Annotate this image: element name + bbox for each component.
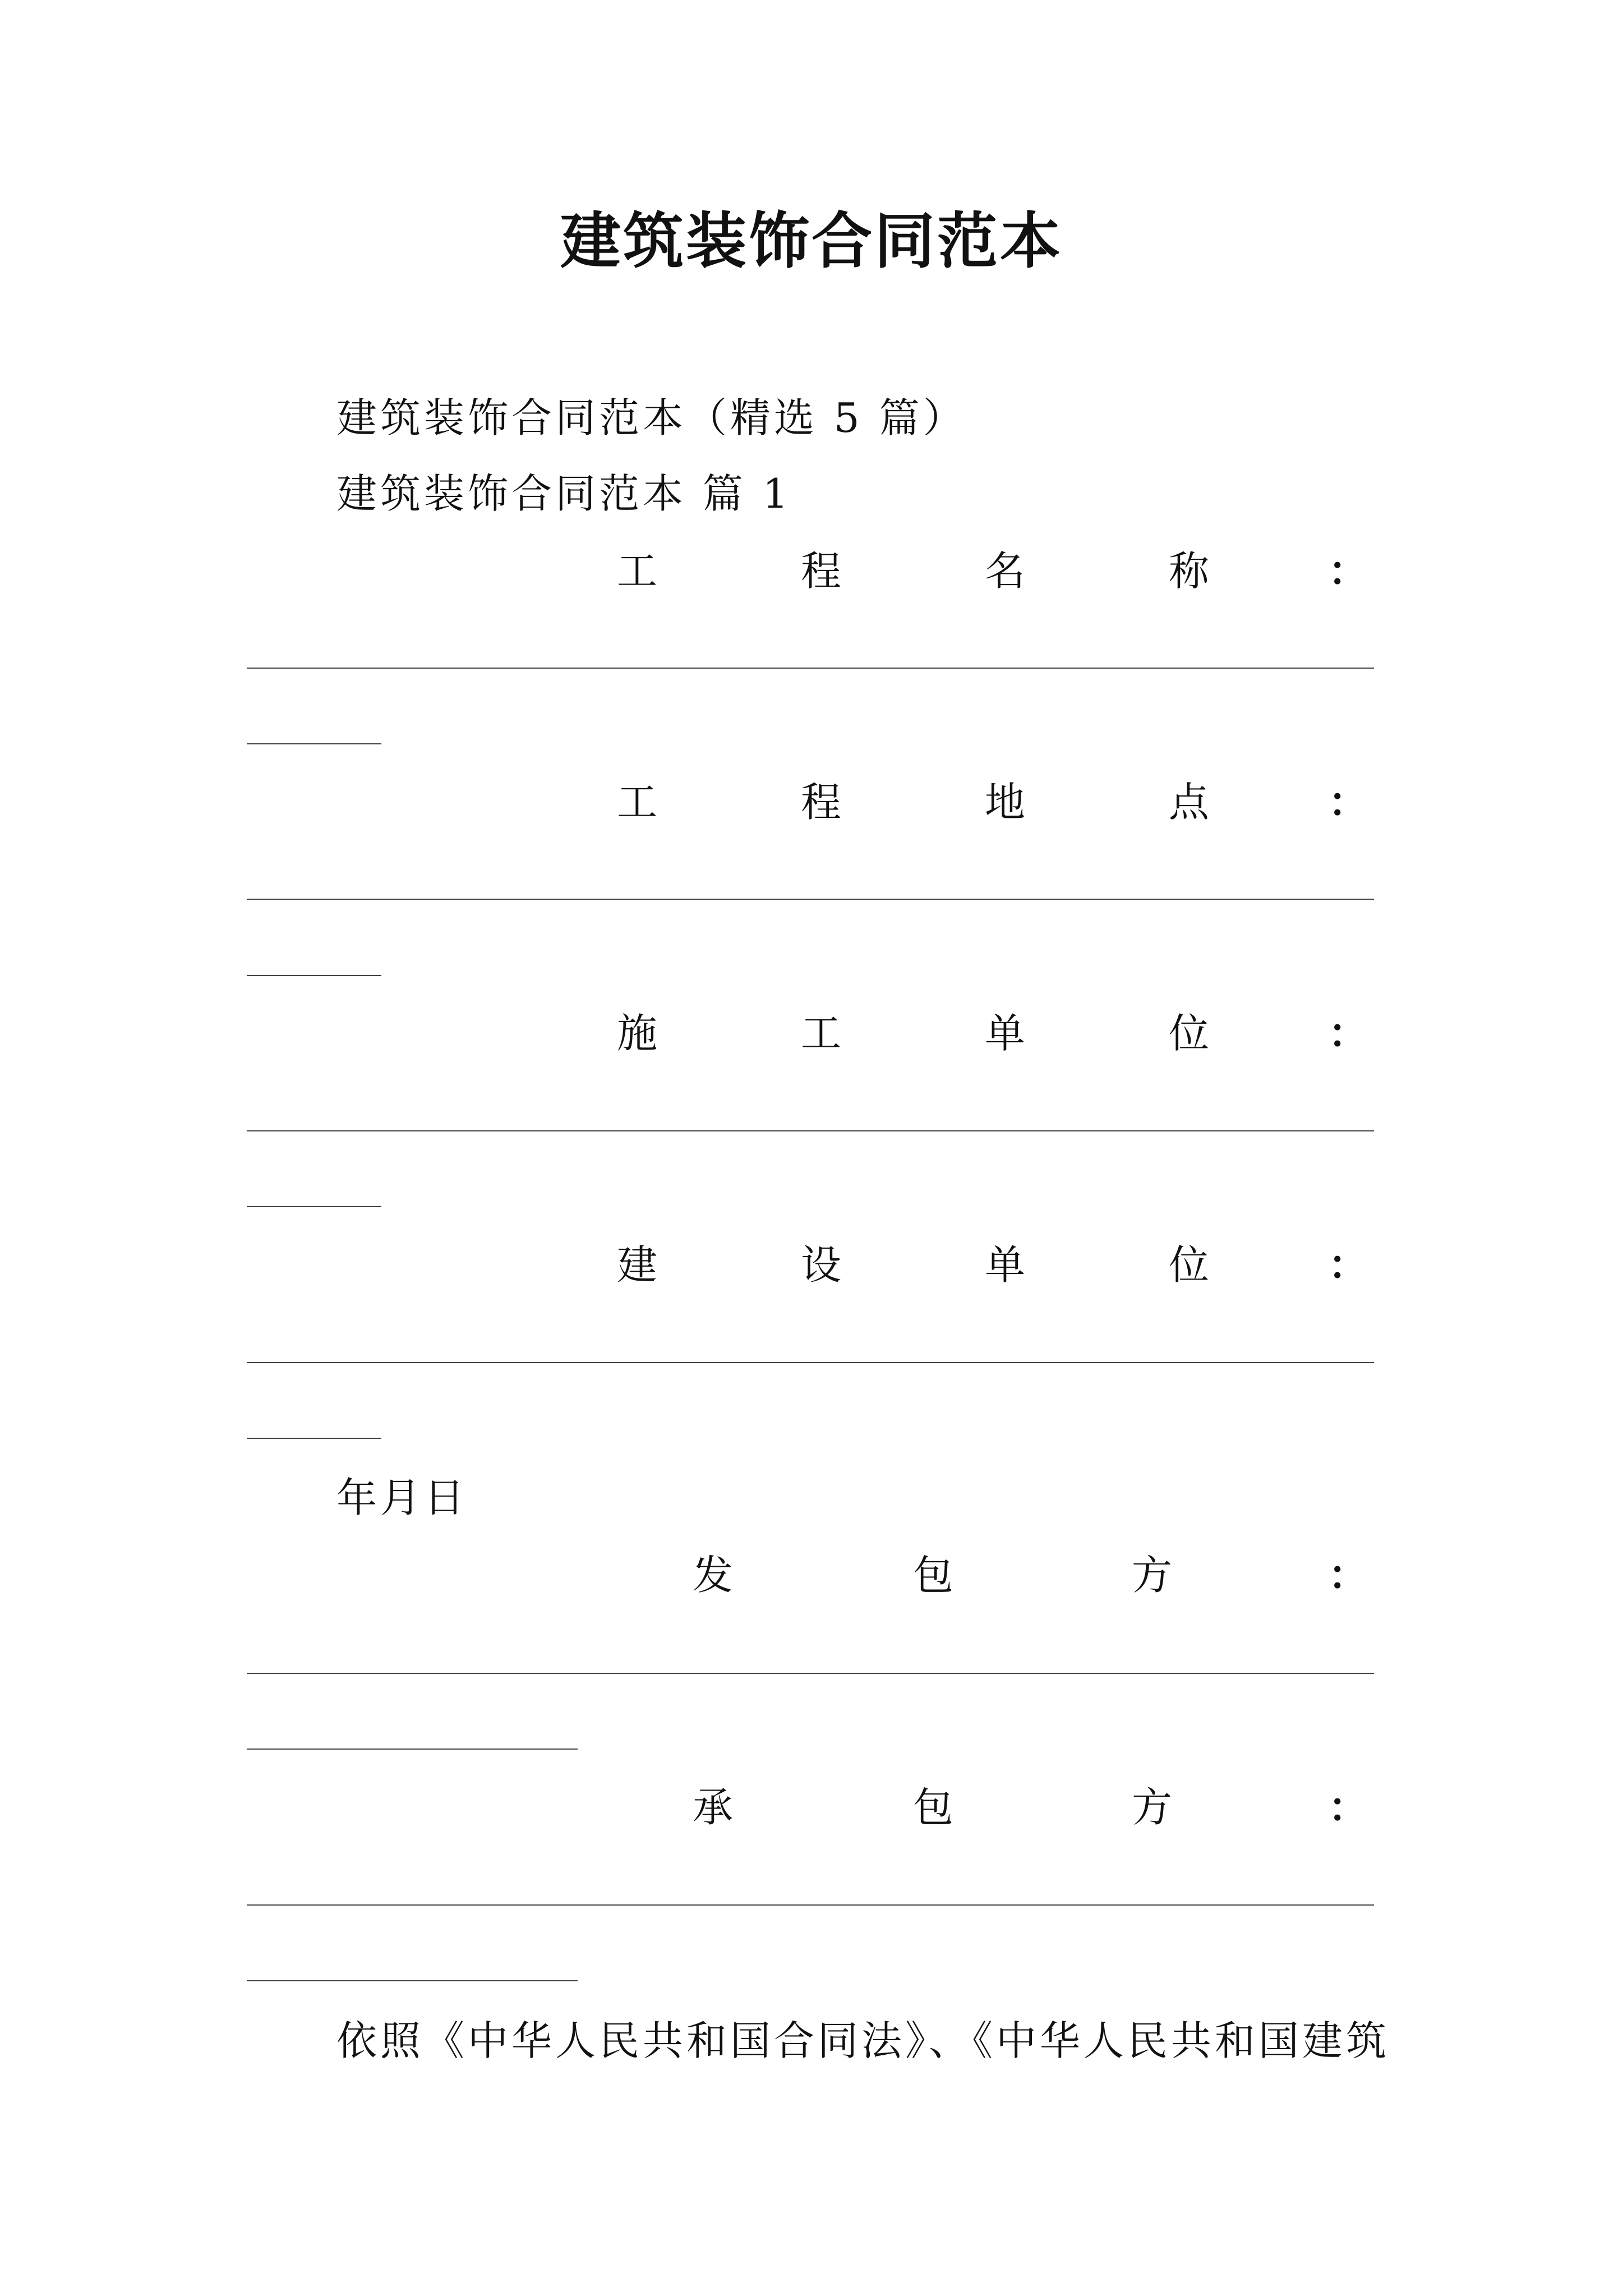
field-char: 程	[801, 547, 842, 595]
field-contractor-label	[583, 1005, 1368, 1061]
fill-in-line-tail	[247, 1206, 381, 1207]
body-paragraph: 依照《中华人民共和国合同法》、《中华人民共和国建筑	[336, 2017, 1390, 2064]
field-colon: ：	[1327, 547, 1368, 595]
field-char: 程	[801, 779, 842, 826]
field-char: 承	[693, 1784, 734, 1831]
field-project-location-label	[583, 774, 1368, 830]
field-char: 称	[1169, 547, 1210, 595]
field-char: 建	[617, 1241, 658, 1289]
fill-in-line	[247, 1673, 1374, 1674]
field-project-name-label	[583, 543, 1368, 599]
document-title: 建筑装饰合同范本	[560, 206, 1063, 277]
field-char: 方	[1132, 1552, 1173, 1599]
field-char: 工	[617, 547, 658, 595]
field-char: 点	[1169, 779, 1210, 826]
field-char: 施	[617, 1010, 658, 1057]
field-char: 发	[693, 1552, 734, 1599]
fill-in-line-tail	[247, 975, 381, 976]
fill-in-line-tail	[247, 1980, 578, 1981]
fill-in-line-tail	[247, 743, 381, 744]
document-subtitle: 建筑装饰合同范本（精选 5 篇）	[336, 394, 967, 441]
date-line: 年月日	[336, 1474, 468, 1521]
fill-in-line	[247, 1904, 1374, 1906]
field-char: 包	[913, 1552, 954, 1599]
field-colon: ：	[1327, 778, 1368, 826]
field-char: 单	[985, 1241, 1026, 1289]
party-employer-label	[583, 1547, 1368, 1603]
field-colon: ：	[1327, 1551, 1368, 1599]
field-char: 工	[801, 1010, 842, 1057]
field-char: 位	[1169, 1010, 1210, 1057]
field-char: 方	[1132, 1784, 1173, 1831]
field-char: 工	[617, 779, 658, 826]
fill-in-line-tail	[247, 1749, 578, 1750]
field-char: 地	[985, 779, 1026, 826]
fill-in-line	[247, 899, 1374, 900]
field-char: 单	[985, 1010, 1026, 1057]
fill-in-line-tail	[247, 1438, 381, 1439]
field-colon: ：	[1327, 1009, 1368, 1057]
field-owner-label	[583, 1237, 1368, 1293]
fill-in-line	[247, 668, 1374, 669]
field-char: 名	[985, 547, 1026, 595]
party-contractor-label	[583, 1779, 1368, 1835]
field-char: 设	[801, 1241, 842, 1289]
section-heading: 建筑装饰合同范本 篇 1	[336, 470, 792, 517]
fill-in-line	[247, 1130, 1374, 1131]
field-char: 位	[1169, 1241, 1210, 1289]
field-colon: ：	[1327, 1783, 1368, 1831]
fill-in-line	[247, 1362, 1374, 1363]
field-colon: ：	[1327, 1241, 1368, 1289]
field-char: 包	[913, 1784, 954, 1831]
